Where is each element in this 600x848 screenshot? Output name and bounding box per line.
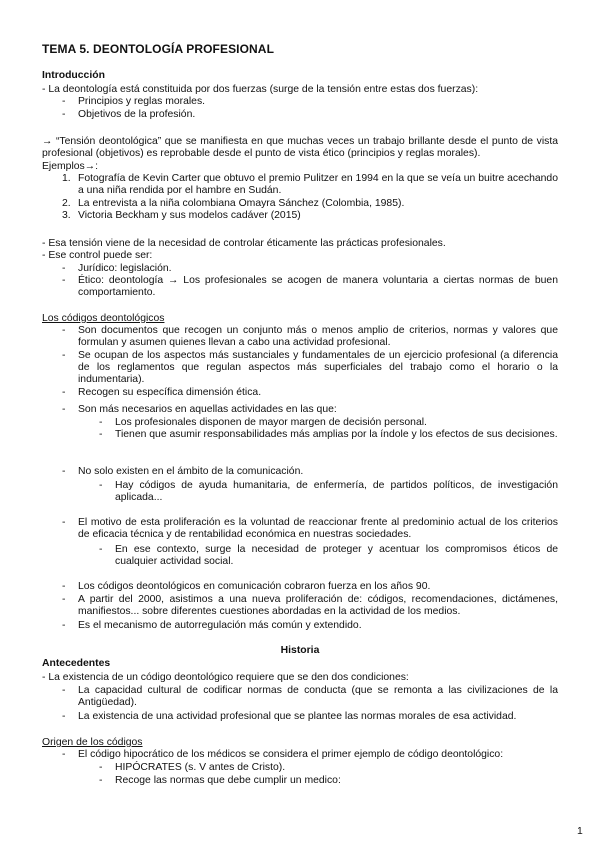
bullet-dash: -: [62, 96, 66, 107]
bullet-dash: -: [62, 275, 66, 286]
list-item: En ese contexto, surge la necesidad de proteger y acentuar los compromisos éticos de cualquier actividad social.: [115, 544, 558, 568]
intro-para1: → “Tensión deontológica” que se manifiesta en que muchas veces un trabajo brillante desde el punto de vista profesional (objetivos) es reprobable desde el punto de vista ético (principios y reglas morales).: [42, 136, 558, 160]
bullet-dash: -: [99, 775, 103, 786]
bullet-dash: -: [99, 480, 103, 491]
bullet-dash: -: [62, 594, 66, 605]
list-item: Los profesionales disponen de mayor margen de decisión personal.: [115, 417, 427, 428]
list-item: El motivo de esta proliferación es la voluntad de reaccionar frente al predominio actual de los criterios de eficacia técnica y de rentabilidad económica en nuestras sociedades.: [78, 517, 558, 541]
bullet-dash: -: [62, 387, 66, 398]
bullet-dash: -: [62, 749, 66, 760]
heading-origen: Origen de los códigos: [42, 737, 143, 748]
list-item: Objetivos de la profesión.: [78, 109, 196, 120]
list-item: Recogen su específica dimensión ética.: [78, 387, 262, 398]
bullet-dash: -: [62, 404, 66, 415]
bullet-dash: -: [62, 581, 66, 592]
list-item: Los códigos deontológicos en comunicación cobraron fuerza en los años 90.: [78, 581, 431, 592]
list-item: No solo existen en el ámbito de la comunicación.: [78, 466, 304, 477]
page-title: TEMA 5. DEONTOLOGÍA PROFESIONAL: [42, 42, 275, 56]
bullet-dash: -: [99, 762, 103, 773]
heading-antecedentes: Antecedentes: [42, 658, 111, 669]
intro-line1: - La deontología está constituida por dos fuerzas (surge de la tensión entre estas dos fuerzas):: [42, 84, 479, 95]
intro-line2: - Esa tensión viene de la necesidad de controlar éticamente las prácticas profesionales.: [42, 238, 446, 249]
page-number: 1: [577, 826, 583, 837]
bullet-dash: -: [62, 109, 66, 120]
list-item: Hay códigos de ayuda humanitaria, de enfermería, de partidos políticos, de investigación aplicada...: [115, 480, 558, 504]
list-item: La existencia de una actividad profesional que se plantee las normas morales de esa actividad.: [78, 711, 517, 722]
list-item: Fotografía de Kevin Carter que obtuvo el premio Pulitzer en 1994 en la que se veía un buitre acechando a una niña rendida por el hambre en Sudán.: [78, 173, 558, 197]
list-item: Principios y reglas morales.: [78, 96, 206, 107]
list-item: HIPÓCRATES (s. V antes de Cristo).: [115, 762, 286, 773]
bullet-dash: -: [99, 417, 103, 428]
list-item: Ético: deontología → Los profesionales se acogen de manera voluntaria a ciertas normas de buen comportamiento.: [78, 275, 558, 299]
list-item: La entrevista a la niña colombiana Omayra Sánchez (Colombia, 1985).: [78, 198, 405, 209]
heading-codigos: Los códigos deontológicos: [42, 313, 165, 324]
bullet-dash: -: [62, 325, 66, 336]
list-item: A partir del 2000, asistimos a una nueva proliferación de: códigos, recomendaciones, dictámenes, manifiestos... sobre diferentes cuestiones abordadas en la actividad de los medios.: [78, 594, 558, 618]
bullet-dash: -: [62, 620, 66, 631]
list-item: Jurídico: legislación.: [78, 263, 172, 274]
list-item: Victoria Beckham y sus modelos cadáver (2015): [78, 210, 301, 221]
list-item: Son documentos que recogen un conjunto más o menos amplio de criterios, normas y valores que formulan y asumen quienes llevan a cabo una actividad profesional.: [78, 325, 558, 349]
heading-introduccion: Introducción: [42, 70, 105, 81]
list-number: 2.: [62, 198, 71, 209]
historia-line1: - La existencia de un código deontológico requiere que se den dos condiciones:: [42, 672, 409, 683]
bullet-dash: -: [62, 711, 66, 722]
list-item: La capacidad cultural de codificar normas de conducta (que se remonta a las civilizaciones de la Antigüedad).: [78, 685, 558, 709]
bullet-dash: -: [62, 263, 66, 274]
list-number: 1.: [62, 173, 71, 184]
list-item: Es el mecanismo de autorregulación más común y extendido.: [78, 620, 362, 631]
list-item: Tienen que asumir responsabilidades más amplias por la índole y los efectos de sus decisiones.: [115, 429, 558, 440]
list-item: El código hipocrático de los médicos se considera el primer ejemplo de código deontológico:: [78, 749, 504, 760]
list-item: Son más necesarios en aquellas actividades en las que:: [78, 404, 337, 415]
bullet-dash: -: [99, 429, 103, 440]
bullet-dash: -: [62, 517, 66, 528]
list-item: Se ocupan de los aspectos más sustanciales y fundamentales de un ejercicio profesional (a diferencia de los reglamentos que regulan aspectos más superficiales del trabajo como el horario o la indumentaria).: [78, 350, 558, 386]
intro-line3: - Ese control puede ser:: [42, 250, 153, 261]
bullet-dash: -: [62, 350, 66, 361]
list-number: 3.: [62, 210, 71, 221]
bullet-dash: -: [62, 466, 66, 477]
heading-historia: Historia: [280, 645, 320, 656]
bullet-dash: -: [62, 685, 66, 696]
examples-label: Ejemplos→:: [42, 161, 99, 172]
list-item: Recoge las normas que debe cumplir un medico:: [115, 775, 341, 786]
bullet-dash: -: [99, 544, 103, 555]
